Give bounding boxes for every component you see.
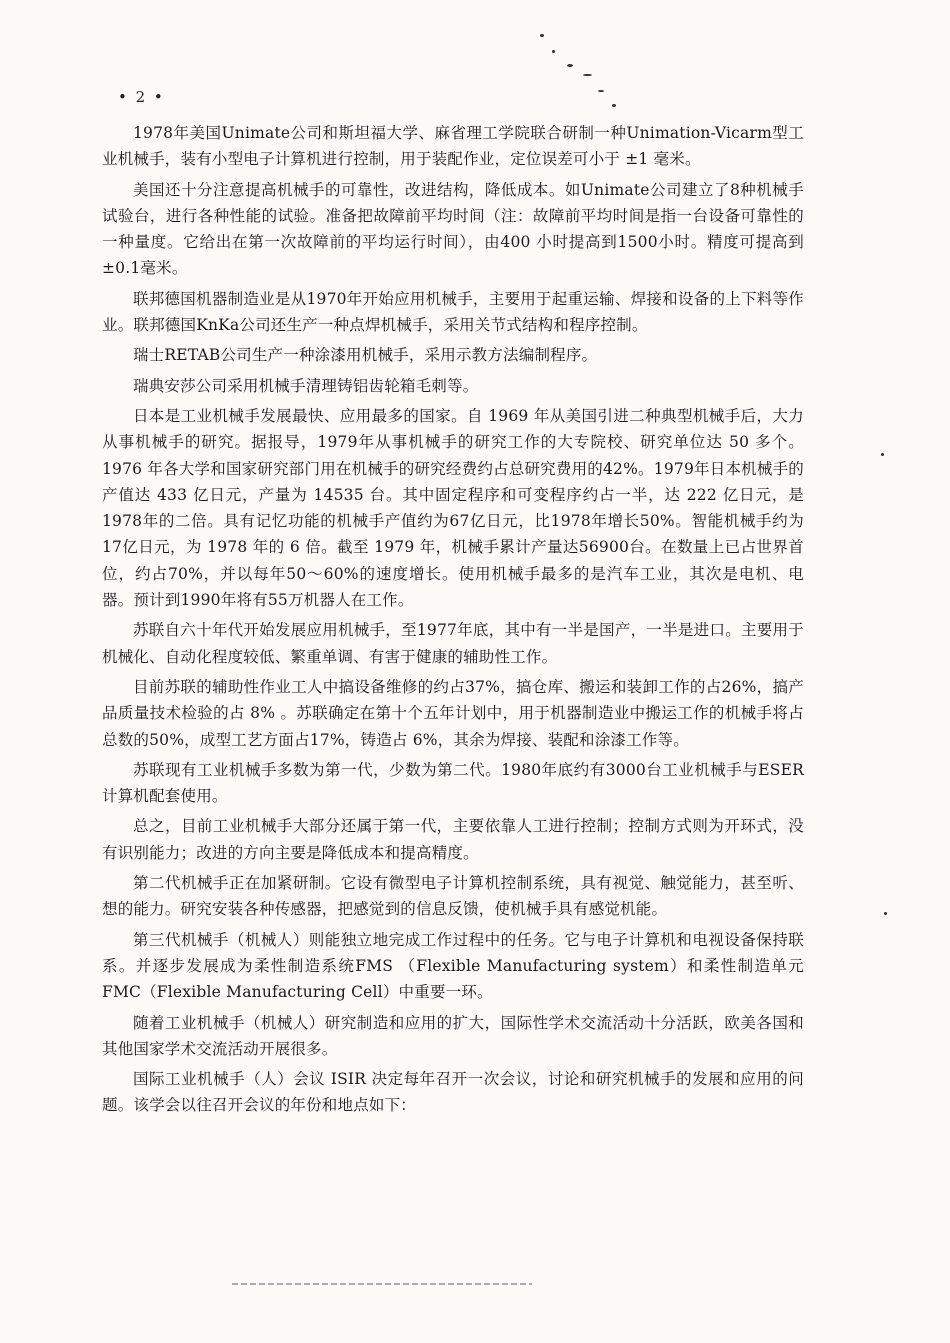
paragraph: 瑞典安莎公司采用机械手清理铸铝齿轮箱毛刺等。 <box>133 376 479 395</box>
paragraph: 苏联自六十年代开始发展应用机械手，至1977年底，其中有一半是国产，一半是进口。主要用于机械化、自动化程度较低、繁重单调、有害于健康的辅助性工作。 <box>102 621 804 666</box>
paragraph: 随着工业机械手（机械人）研究制造和应用的扩大，国际性学术交流活动十分活跃，欧美各国和其他国家学术交流活动开展很多。 <box>102 1013 804 1058</box>
paragraph: 美国还十分注意提高机械手的可靠性，改进结构，降低成本。如Unimate公司建立了8种机械手试验台，进行各种性能的试验。准备把故障前平均时间（注：故障前平均时间是指一台设备可靠性的一种量度。它给出在第一次故障前的平均运行时间），由400 小时提高到1500小时。精度可提高到±0.1毫米。 <box>102 180 804 278</box>
paragraph: 国际工业机械手（人）会议 ISIR 决定每年召开一次会议，讨论和研究机械手的发展和应用的问题。该学会以往召开会议的年份和地点如下： <box>102 1070 804 1115</box>
scan-speck <box>881 453 884 456</box>
page-body <box>102 120 804 1123</box>
paragraph: 第三代机械手（机械人）则能独立地完成工作过程中的任务。它与电子计算机和电视设备保持联系。并逐步发展成为柔性制造系统FMS （Flexible Manufacturing system）和柔性制造单元FMC（Flexible Manufacturing Cell）中重要一环。 <box>102 930 804 1002</box>
scan-speck <box>540 34 544 37</box>
scan-speck <box>598 90 604 92</box>
paragraph: 总之，目前工业机械手大部分还属于第一代，主要依靠人工进行控制；控制方式则为开环式，没有识别能力；改进的方向主要是降低成本和提高精度。 <box>102 817 804 862</box>
paragraph: 日本是工业机械手发展最快、应用最多的国家。自 1969 年从美国引进二种典型机械手后，大力从事机械手的研究。据报导，1979年从事机械手的研究工作的大专院校、研究单位达 50 多个。1976 年各大学和国家研究部门用在机械手的研究经费约占总研究费用的42%。1979年日本机械手的产值达 433 亿日元，产量为 14535 台。其中固定程序和可变程序约占一半，达 222 亿日元，是1978年的二倍。具有记忆功能的机械手产值约为67亿日元，比1978年增长50%。智能机械手约为17亿日元，为 1978 年的 6 倍。截至 1979 年，机械手累计产量达56900台。在数量上已占世界首位，约占70%，并以每年50～60%的速度增长。使用机械手最多的是汽车工业，其次是电机、电器。预计到1990年将有55万机器人在工作。 <box>102 406 804 610</box>
scan-speck <box>612 104 616 107</box>
paragraph: 第二代机械手正在加紧研制。它设有微型电子计算机控制系统，具有视觉、触觉能力，甚至听、想的能力。研究安装各种传感器，把感觉到的信息反馈，使机械手具有感觉机能。 <box>102 874 804 919</box>
paragraph: 瑞士RETAB公司生产一种涂漆用机械手，采用示教方法编制程序。 <box>133 346 598 365</box>
page-number: • 2 • <box>118 88 165 106</box>
paragraph: 1978年美国Unimate公司和斯坦福大学、麻省理工学院联合研制一种Unimation-Vicarm型工业机械手，装有小型电子计算机进行控制，用于装配作业，定位误差可小于 ±1 毫米。 <box>102 124 804 169</box>
scan-speck <box>567 64 573 67</box>
scan-speck <box>583 74 592 76</box>
scan-speck <box>552 50 555 53</box>
scan-speck <box>884 912 887 915</box>
paragraph: 联邦德国机器制造业是从1970年开始应用机械手，主要用于起重运输、焊接和设备的上下料等作业。联邦德国KnKa公司还生产一种点焊机械手，采用关节式结构和程序控制。 <box>102 289 804 335</box>
paragraph: 目前苏联的辅助性作业工人中搞设备维修的约占37%，搞仓库、搬运和装卸工作的占26%，搞产品质量技术检验的占 8% 。苏联确定在第十个五年计划中，用于机器制造业中搬运工作的机械手将占总数的50%，成型工艺方面占17%，铸造占 6%，其余为焊接、装配和涂漆工作等。 <box>102 677 804 749</box>
scan-edge-artifact <box>232 1283 532 1285</box>
paragraph: 苏联现有工业机械手多数为第一代，少数为第二代。1980年底约有3000台工业机械手与ESER计算机配套使用。 <box>102 760 804 806</box>
